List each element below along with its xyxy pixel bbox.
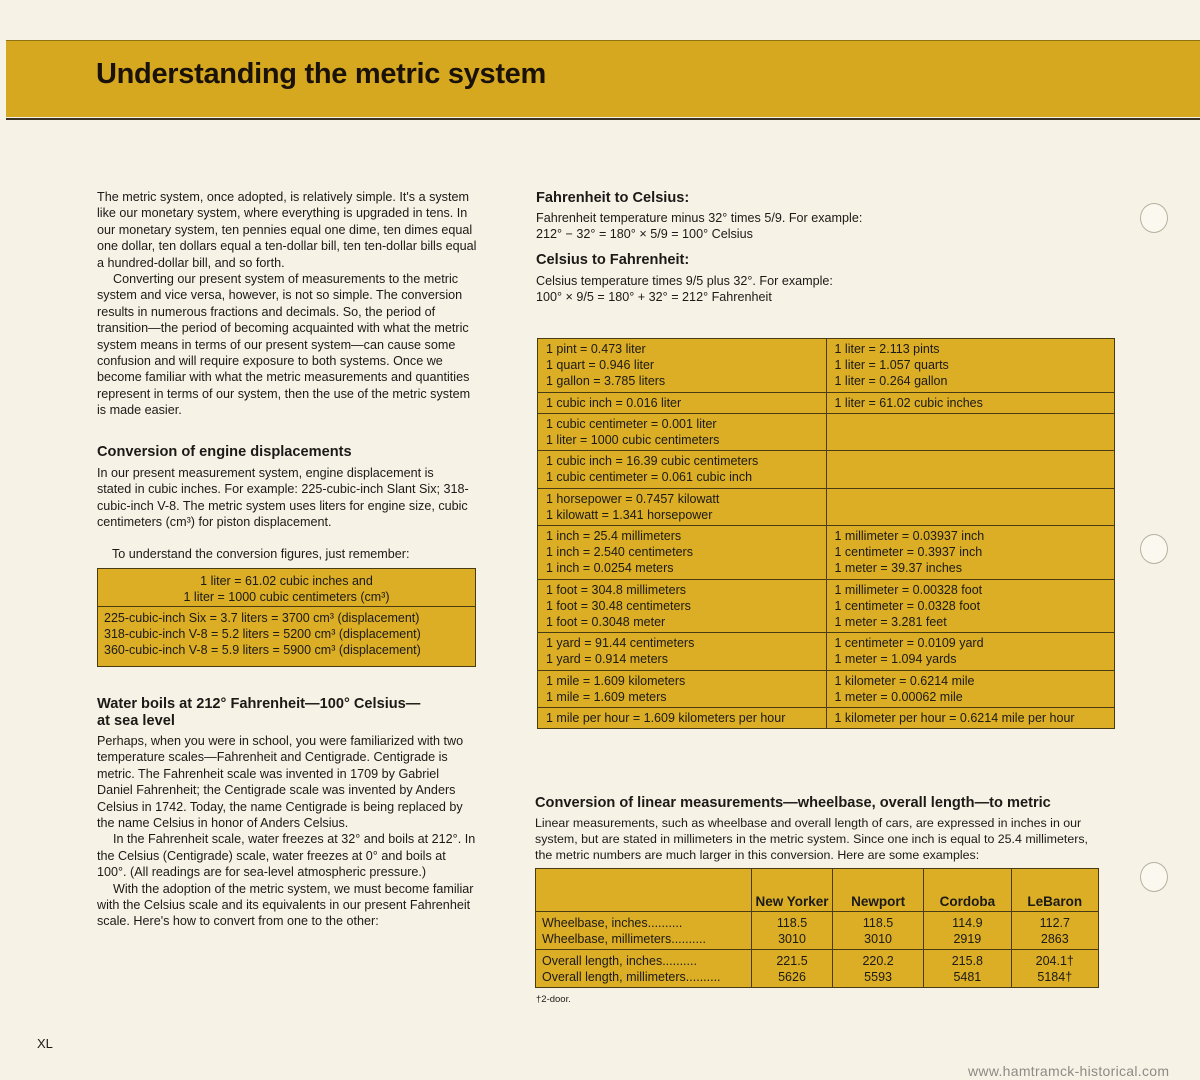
c2f-example: 100° × 9/5 = 180° + 32° = 212° Fahrenheit bbox=[536, 290, 772, 305]
conversion-line: 1 meter = 1.094 yards bbox=[834, 652, 957, 667]
value-cell bbox=[751, 912, 832, 950]
cell-value: 215.8 bbox=[951, 954, 983, 968]
cell-value: 5626 bbox=[778, 970, 806, 984]
conversion-line: 1 inch = 0.0254 meters bbox=[546, 561, 674, 576]
value-cell bbox=[751, 950, 832, 988]
conversion-cell-left bbox=[538, 526, 827, 580]
engine-box-line: 1 liter = 61.02 cubic inches and bbox=[200, 574, 373, 588]
column-header: Newport bbox=[833, 869, 924, 912]
page-number: XL bbox=[37, 1036, 53, 1051]
f2c-text bbox=[536, 210, 956, 243]
conversion-line: 1 yard = 91.44 centimeters bbox=[546, 636, 695, 651]
cell-value: 2919 bbox=[953, 932, 982, 946]
leader-dots: .......... bbox=[685, 970, 721, 984]
conversion-cell-left bbox=[538, 579, 827, 633]
cell-value: 221.5 bbox=[776, 954, 808, 968]
row-labels bbox=[536, 950, 752, 988]
conversion-line: 1 cubic inch = 16.39 cubic centimeters bbox=[546, 454, 759, 469]
conversion-line: 1 millimeter = 0.00328 foot bbox=[834, 582, 983, 597]
conversion-line: 1 liter = 1000 cubic centimeters bbox=[546, 433, 720, 448]
row-label bbox=[542, 931, 745, 947]
binder-hole bbox=[1140, 534, 1168, 564]
row-label bbox=[542, 969, 745, 985]
conversion-line: 1 liter = 1.057 quarts bbox=[834, 358, 949, 373]
cell-value: 3010 bbox=[864, 932, 892, 946]
engine-conversion-box bbox=[97, 568, 476, 667]
water-paragraph-1: Perhaps, when you were in school, you were familiarized with two temperature scales—Fahrenheit and Centigrade. Centigrade is metric. The Fahrenheit scale was invented in 1709 by Gabriel Daniel Fahrenheit; the Centigrade scale was invented by Anders Celsius in 1742. Today, the name Centigrade is being replaced by the name Celsius in honor of Anders Celsius. bbox=[97, 734, 464, 831]
water-heading: Water boils at 212° Fahrenheit—100° Celsius— at sea level bbox=[97, 696, 421, 729]
conversion-line: 1 meter = 0.00062 mile bbox=[834, 689, 963, 704]
conversion-cell-left bbox=[538, 451, 827, 488]
binder-hole bbox=[1140, 203, 1168, 233]
conversion-cell-left bbox=[538, 413, 827, 450]
cell-value: 5184† bbox=[1037, 970, 1073, 984]
conversion-row bbox=[538, 339, 1115, 393]
cell-value: 112.7 bbox=[1039, 916, 1070, 930]
cell-value: 114.9 bbox=[952, 916, 983, 930]
cell-value: 118.5 bbox=[776, 916, 808, 930]
water-paragraph-3: With the adoption of the metric system, we must become familiar with the Celsius scale and its equivalents in our present Fahrenheit scale. Here's how to convert from one to the other: bbox=[97, 881, 474, 929]
linear-text: Linear measurements, such as wheelbase and overall length of cars, are expressed in inches in our system, but are stated in millimeters in the metric system. Since one inch is equal to 25.4 millimeters, the metric numbers are much larger in this conversion. Here are some examples: bbox=[535, 816, 1088, 863]
conversion-cell-right bbox=[826, 488, 1115, 525]
conversion-line: 1 foot = 304.8 millimeters bbox=[546, 582, 686, 597]
watermark: www.hamtramck-historical.com bbox=[968, 1063, 1170, 1079]
conversion-cell-right bbox=[826, 633, 1115, 670]
header-rule bbox=[6, 118, 1200, 120]
conversion-line: 1 yard = 0.914 meters bbox=[546, 652, 668, 667]
engine-box-line: 225-cubic-inch Six = 3.7 liters = 3700 cm³ (displacement) bbox=[104, 611, 420, 625]
engine-box-line: 318-cubic-inch V-8 = 5.2 liters = 5200 cm³ (displacement) bbox=[104, 627, 421, 641]
engine-box-line: 360-cubic-inch V-8 = 5.9 liters = 5900 cm³ (displacement) bbox=[104, 643, 421, 657]
conversion-cell-left bbox=[538, 488, 827, 525]
conversion-line: 1 quart = 0.946 liter bbox=[546, 358, 655, 373]
value-cell bbox=[1011, 950, 1098, 988]
engine-remember: To understand the conversion figures, just remember: bbox=[112, 547, 410, 561]
conversion-line: 1 liter = 2.113 pints bbox=[834, 342, 940, 356]
intro-paragraph-2: Converting our present system of measurements to the metric system and vice versa, however, is not so simple. The conversion results in numerous fractions and decimals. So, the period of transition—the period of becoming acquainted with what the metric system means in terms of our present system—can cause some confusion and will require exposure to both systems. Once we become familiar with what the metric measurements and quantities represent in terms of our system, then the use of the metric system is made easier. bbox=[97, 272, 471, 418]
value-cell bbox=[833, 912, 924, 950]
conversion-line: 1 mile = 1.609 meters bbox=[546, 689, 667, 704]
conversion-line: 1 inch = 2.540 centimeters bbox=[546, 545, 693, 560]
conversion-cell-right bbox=[826, 526, 1115, 580]
cell-value: 5593 bbox=[864, 970, 892, 984]
conversion-cell-right bbox=[826, 392, 1115, 413]
water-paragraph-2: In the Fahrenheit scale, water freezes at 32° and boils at 212°. In the Celsius (Centigrade) scale, water freezes at 0° and boils at 100°. (All readings are for sea-level atmospheric pressure.) bbox=[97, 832, 476, 880]
car-dimensions-table bbox=[535, 868, 1099, 988]
conversion-row bbox=[538, 413, 1115, 450]
conversion-line: 1 horsepower = 0.7457 kilowatt bbox=[546, 491, 720, 506]
conversion-line: 1 centimeter = 0.0109 yard bbox=[834, 636, 984, 651]
conversion-cell-right bbox=[826, 579, 1115, 633]
cell-value: 118.5 bbox=[862, 916, 894, 930]
conversion-line: 1 cubic centimeter = 0.061 cubic inch bbox=[546, 470, 753, 485]
conversion-line: 1 mile per hour = 1.609 kilometers per hour bbox=[546, 711, 786, 726]
value-cell bbox=[833, 950, 924, 988]
conversion-line: 1 cubic centimeter = 0.001 liter bbox=[546, 416, 717, 431]
conversion-cell-left bbox=[538, 670, 827, 707]
f2c-example: 212° − 32° = 180° × 5/9 = 100° Celsius bbox=[536, 227, 753, 242]
conversion-line: 1 cubic inch = 0.016 liter bbox=[546, 395, 682, 410]
conversion-table bbox=[537, 338, 1115, 729]
intro-paragraph-1: The metric system, once adopted, is relatively simple. It's a system like our monetary system, where everything is upgraded in tens. In our monetary system, ten pennies equal one dime, ten dimes equal one dollar, ten dollars equal a ten-dollar bill, ten ten-dollar bills equal a hundred-dollar bill, and so forth. bbox=[97, 190, 477, 270]
page-title: Understanding the metric system bbox=[96, 58, 546, 90]
leader-dots: .......... bbox=[671, 932, 706, 946]
leader-dots: .......... bbox=[647, 916, 683, 930]
car-table-row-group bbox=[536, 912, 1099, 950]
cell-value: 220.2 bbox=[862, 954, 894, 968]
conversion-line: 1 liter = 61.02 cubic inches bbox=[834, 395, 983, 410]
row-label-text: Overall length, inches bbox=[542, 954, 663, 968]
conversion-line: 1 foot = 30.48 centimeters bbox=[546, 598, 691, 613]
water-text bbox=[97, 733, 477, 930]
leader-dots: .......... bbox=[662, 954, 697, 968]
linear-heading: Conversion of linear measurements—wheelbase, overall length—to metric bbox=[535, 795, 1051, 811]
conversion-row bbox=[538, 579, 1115, 633]
binder-hole bbox=[1140, 862, 1168, 892]
row-label bbox=[542, 915, 745, 931]
c2f-text bbox=[536, 273, 956, 306]
cell-value: 2863 bbox=[1040, 932, 1069, 946]
value-cell bbox=[1011, 912, 1098, 950]
f2c-heading: Fahrenheit to Celsius: bbox=[536, 190, 690, 206]
f2c-line: Fahrenheit temperature minus 32° times 5/9. For example: bbox=[536, 211, 863, 225]
conversion-row bbox=[538, 392, 1115, 413]
cell-value: 5481 bbox=[953, 970, 982, 984]
value-cell bbox=[924, 950, 1011, 988]
conversion-line: 1 pint = 0.473 liter bbox=[546, 342, 646, 356]
conversion-line: 1 kilometer = 0.6214 mile bbox=[834, 673, 975, 688]
conversion-line: 1 gallon = 3.785 liters bbox=[546, 374, 666, 389]
conversion-cell-right bbox=[826, 708, 1115, 729]
row-label-text: Wheelbase, inches bbox=[542, 916, 648, 930]
column-header: New Yorker bbox=[751, 869, 832, 912]
car-table-footnote: †2-door. bbox=[536, 994, 571, 1005]
conversion-line: 1 inch = 25.4 millimeters bbox=[546, 529, 682, 544]
conversion-line: 1 kilometer per hour = 0.6214 mile per hour bbox=[834, 711, 1075, 726]
conversion-cell-left bbox=[538, 339, 827, 393]
c2f-line: Celsius temperature times 9/5 plus 32°. For example: bbox=[536, 274, 833, 288]
engine-box-line: 1 liter = 1000 cubic centimeters (cm³) bbox=[183, 590, 390, 604]
conversion-line: 1 mile = 1.609 kilometers bbox=[546, 673, 686, 688]
conversion-row bbox=[538, 451, 1115, 488]
conversion-cell-right bbox=[826, 413, 1115, 450]
conversion-line: 1 centimeter = 0.0328 foot bbox=[834, 598, 981, 613]
conversion-line: 1 millimeter = 0.03937 inch bbox=[834, 529, 985, 544]
car-table-row-group bbox=[536, 950, 1099, 988]
conversion-row bbox=[538, 708, 1115, 729]
conversion-line: 1 meter = 3.281 feet bbox=[834, 615, 947, 630]
row-label bbox=[542, 953, 745, 969]
column-header: LeBaron bbox=[1011, 869, 1098, 912]
engine-box-definitions bbox=[98, 569, 475, 607]
engine-heading: Conversion of engine displacements bbox=[97, 444, 352, 460]
c2f-heading: Celsius to Fahrenheit: bbox=[536, 252, 690, 268]
conversion-line: 1 meter = 39.37 inches bbox=[834, 561, 963, 576]
column-header: Cordoba bbox=[924, 869, 1011, 912]
car-table-header-row bbox=[536, 869, 1099, 912]
engine-text: In our present measurement system, engine displacement is stated in cubic inches. For example: 225-cubic-inch Slant Six; 318-cubic-inch V-8. The metric system uses liters for engine size, cubic centimeters (cm³) for piston displacement. bbox=[97, 466, 469, 530]
conversion-cell-right bbox=[826, 451, 1115, 488]
conversion-row bbox=[538, 670, 1115, 707]
row-label-text: Overall length, millimeters bbox=[542, 970, 686, 984]
conversion-cell-left bbox=[538, 708, 827, 729]
conversion-line: 1 liter = 0.264 gallon bbox=[834, 374, 948, 389]
conversion-row bbox=[538, 526, 1115, 580]
row-labels bbox=[536, 912, 752, 950]
cell-value: 3010 bbox=[778, 932, 806, 946]
conversion-line: 1 kilowatt = 1.341 horsepower bbox=[546, 507, 713, 522]
value-cell bbox=[924, 912, 1011, 950]
conversion-row bbox=[538, 633, 1115, 670]
conversion-cell-right bbox=[826, 670, 1115, 707]
conversion-line: 1 foot = 0.3048 meter bbox=[546, 615, 666, 630]
conversion-cell-right bbox=[826, 339, 1115, 393]
engine-box-examples bbox=[98, 607, 475, 658]
car-table-corner bbox=[536, 869, 752, 912]
cell-value: 204.1† bbox=[1035, 954, 1074, 968]
conversion-cell-left bbox=[538, 633, 827, 670]
intro-text bbox=[97, 189, 477, 419]
row-label-text: Wheelbase, millimeters bbox=[542, 932, 672, 946]
conversion-cell-left bbox=[538, 392, 827, 413]
conversion-line: 1 centimeter = 0.3937 inch bbox=[834, 545, 983, 560]
conversion-row bbox=[538, 488, 1115, 525]
